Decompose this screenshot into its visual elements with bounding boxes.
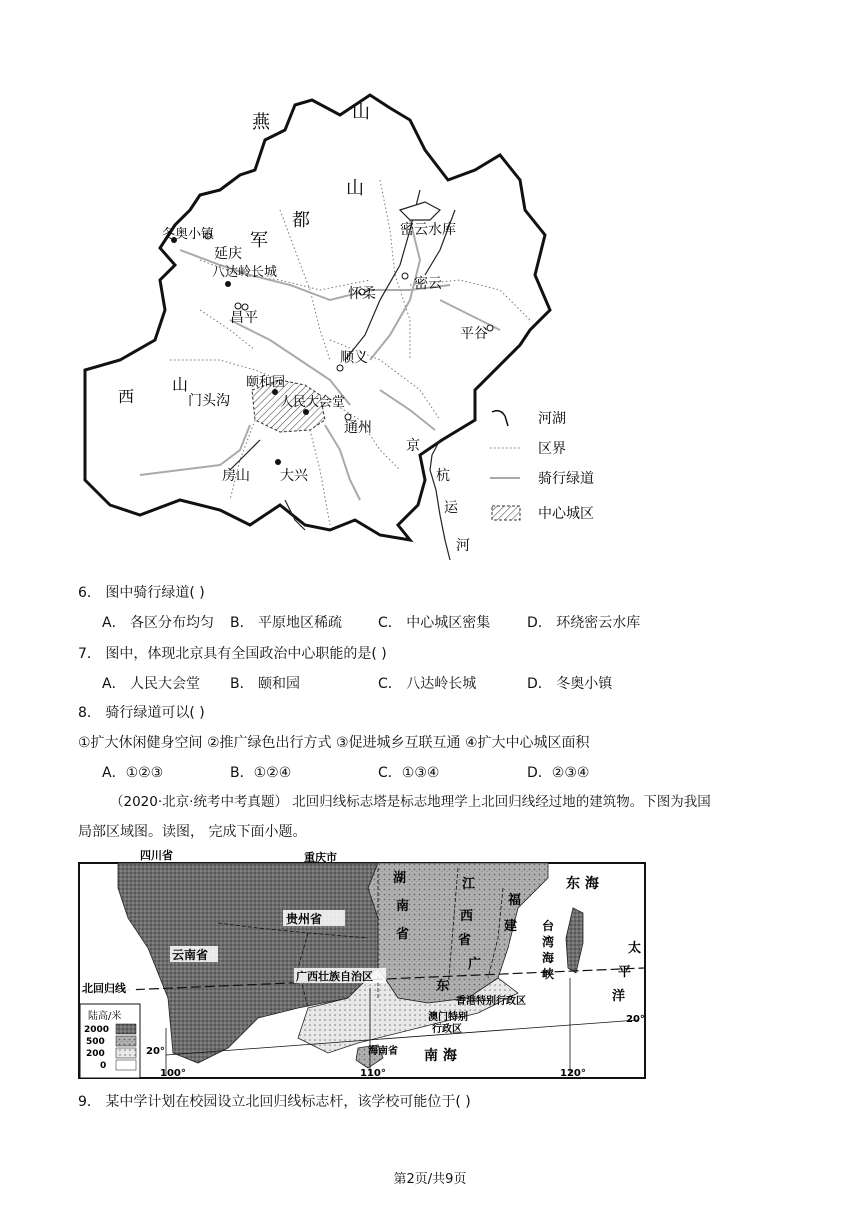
label-jiangxi-2: 西: [460, 909, 474, 924]
legend-boundary-label: 区界: [538, 441, 566, 457]
label-dongao: 冬奥小镇: [162, 227, 215, 242]
q8-items: ①扩大休闲健身空间 ②推广绿色出行方式 ③促进城乡互联互通 ④扩大中心城区面积: [78, 735, 590, 751]
label-fujian-1: 福: [508, 893, 522, 908]
mountain-jun: 军: [250, 230, 268, 251]
label-pacific-3: 洋: [612, 989, 626, 1004]
q6-option-d[interactable]: D． 环绕密云水库: [527, 615, 641, 631]
district-circles: [205, 233, 493, 420]
mountain-yan: 燕: [252, 112, 270, 133]
label-yiheyuan: 颐和园: [246, 375, 286, 390]
mountain-du: 都: [292, 210, 310, 231]
q6-option-b[interactable]: B． 平原地区稀疏: [230, 615, 343, 631]
label-pacific-1: 太: [628, 941, 642, 956]
label-hunan-1: 湖: [393, 871, 407, 886]
mountain-shan1: 山: [352, 102, 370, 123]
legend-greenway-label: 骑行绿道: [538, 471, 594, 487]
question-9-stem: 9． 某中学计划在校园设立北回归线标志杆，该学校可能位于( ): [78, 1094, 471, 1110]
label-guizhou: 贵州省: [286, 912, 323, 926]
q8-option-d[interactable]: D．②③④: [527, 765, 590, 781]
mountain-shan3: 山: [172, 375, 189, 394]
label-taiwan-2: 湾: [542, 935, 555, 949]
label-yanqing: 延庆: [214, 246, 242, 262]
label-badaling: 八达岭长城: [212, 265, 278, 280]
label-hunan-3: 省: [396, 927, 410, 942]
page-footer: 第2页/共9页: [393, 1172, 467, 1187]
label-lon120: 120°: [560, 1068, 586, 1079]
legend-title: 陆高/米: [88, 1011, 122, 1022]
label-renmin: 人民大会堂: [280, 395, 346, 410]
label-pacific-2: 平: [618, 965, 632, 980]
q7-option-b[interactable]: B． 颐和园: [230, 676, 301, 692]
label-miyun: 密云: [414, 276, 442, 292]
canal-yun: 运: [444, 500, 458, 516]
label-south-sea: 南 海: [424, 1048, 457, 1064]
label-daxing: 大兴: [280, 468, 308, 484]
question-6-stem: 6． 图中骑行绿道( ): [78, 585, 205, 601]
label-hongkong: 香港特别行政区: [456, 996, 526, 1007]
map1-legend: [490, 411, 594, 522]
beijing-map: [80, 60, 640, 570]
q7-option-a[interactable]: A． 人民大会堂: [102, 676, 201, 692]
label-fujian-2: 建: [504, 919, 518, 934]
legend-500: 500: [86, 1037, 105, 1047]
label-taiwan-1: 台: [542, 919, 555, 933]
label-chongqing: 重庆市: [304, 851, 337, 864]
label-mentougou: 门头沟: [188, 393, 230, 409]
mountain-xi: 西: [118, 387, 135, 406]
south-china-map: [78, 848, 648, 1080]
legend-center-label: 中心城区: [538, 506, 594, 522]
q7-option-d[interactable]: D． 冬奥小镇: [527, 676, 613, 692]
label-pinggu: 平谷: [460, 326, 488, 342]
legend-200: 200: [86, 1049, 105, 1059]
label-changping: 昌平: [230, 310, 258, 326]
label-taiwan-3: 海: [542, 951, 555, 965]
label-lon100: 100°: [160, 1068, 186, 1079]
label-east-sea: 东 海: [566, 876, 599, 892]
mountain-shan2: 山: [346, 178, 364, 199]
label-sichuan: 四川省: [140, 849, 173, 862]
canal-he: 河: [456, 538, 470, 554]
q8-option-c[interactable]: C．①③④: [378, 765, 440, 781]
canal-jing: 京: [406, 438, 420, 454]
legend-0: 0: [100, 1061, 107, 1071]
label-tongzhou: 通州: [344, 420, 372, 436]
label-yunnan: 云南省: [172, 948, 209, 962]
question-7-stem: 7． 图中，体现北京具有全国政治中心职能的是( ): [78, 646, 387, 662]
label-guangxi: 广西壮族自治区: [296, 970, 373, 983]
label-hainan: 海南省: [368, 1046, 398, 1057]
material-intro-line1: （2020·北京·统考中考真题） 北回归线标志塔是标志地理学上北回归线经过地的建筑物。下图为我国: [110, 794, 711, 810]
material-intro-line2: 局部区域图。读图， 完成下面小题。: [78, 824, 307, 840]
label-miyun-res: 密云水库: [400, 222, 456, 238]
label-jiangxi-1: 江: [462, 877, 476, 892]
label-tropic: 北回归线: [82, 982, 126, 995]
legend-river-symbol: [492, 411, 508, 426]
label-lon110: 110°: [360, 1068, 386, 1079]
label-taiwan-4: 峡: [542, 967, 555, 981]
q6-option-c[interactable]: C． 中心城区密集: [378, 615, 491, 631]
label-macao-2: 行政区: [432, 1024, 462, 1035]
label-fangshan: 房山: [222, 468, 250, 484]
question-8-stem: 8． 骑行绿道可以( ): [78, 705, 205, 721]
label-jiangxi-3: 省: [458, 933, 472, 948]
legend-center-symbol: [492, 506, 520, 520]
q8-option-a[interactable]: A．①②③: [102, 765, 164, 781]
label-lat20-left: 20°: [146, 1046, 165, 1057]
canal-hang: 杭: [436, 468, 450, 484]
q8-option-b[interactable]: B．①②④: [230, 765, 292, 781]
label-guangdong-2: 东: [436, 979, 450, 994]
q7-option-c[interactable]: C． 八达岭长城: [378, 676, 477, 692]
legend-2000: 2000: [84, 1025, 110, 1035]
miyun-reservoir: [400, 202, 440, 220]
label-huairou: 怀柔: [348, 286, 376, 302]
q6-option-a[interactable]: A． 各区分布均匀: [102, 615, 215, 631]
map2-legend: [80, 1004, 140, 1078]
label-guangdong-1: 广: [468, 957, 482, 972]
legend-river-label: 河湖: [538, 411, 566, 427]
label-hunan-2: 南: [396, 899, 410, 914]
label-macao-1: 澳门特别: [428, 1012, 468, 1023]
label-lat20-right: 20°: [626, 1014, 645, 1025]
label-shunyi: 顺义: [340, 350, 368, 366]
